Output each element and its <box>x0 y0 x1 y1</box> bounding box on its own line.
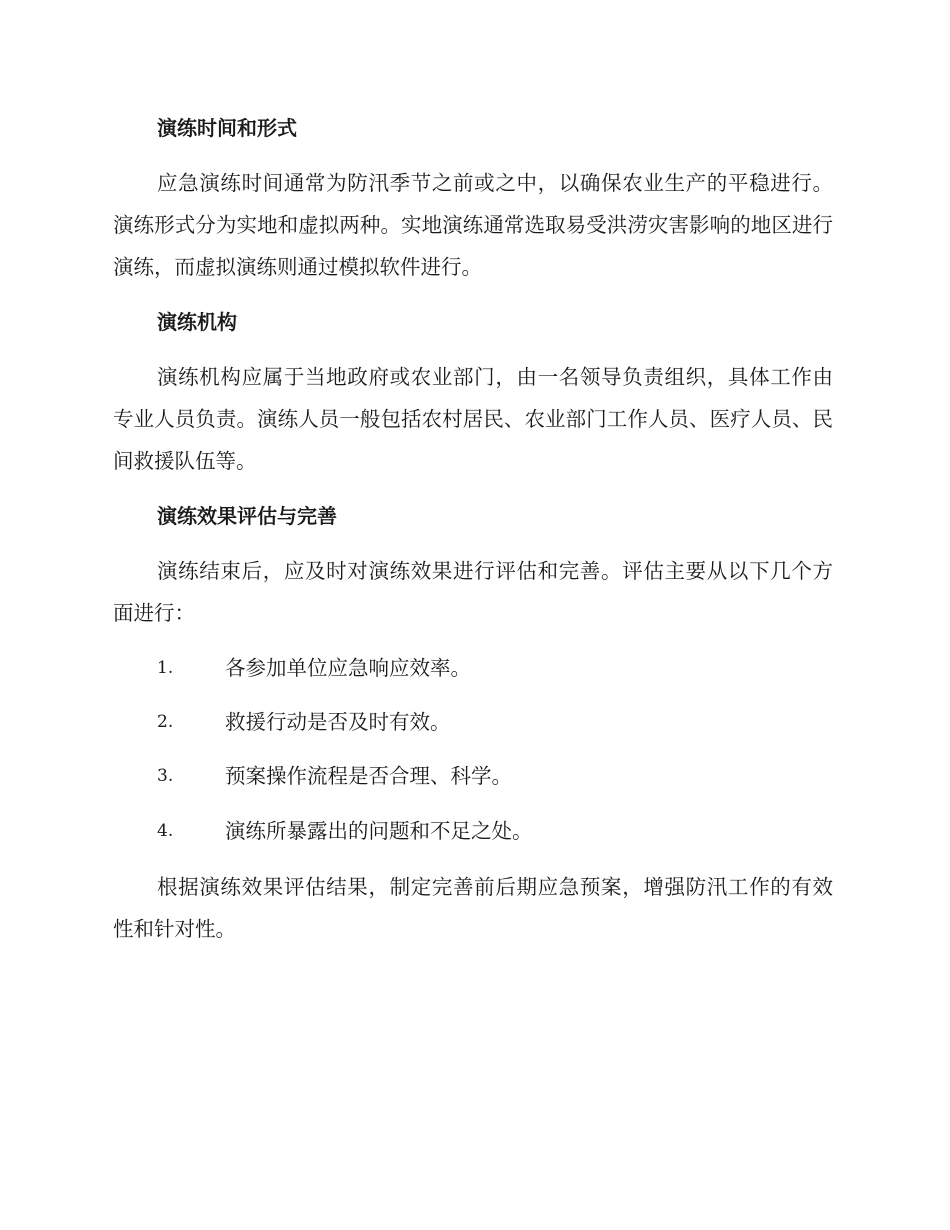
list-item-number: 1. <box>157 658 174 678</box>
section-heading-evaluation: 演练效果评估与完善 <box>157 504 337 528</box>
paragraph-evaluation-intro: 演练结束后，应及时对演练效果进行评估和完善。评估主要从以下几个方面进行： <box>113 559 833 625</box>
list-item-text: 救援行动是否及时有效。 <box>225 710 451 734</box>
section-heading-drill-organization: 演练机构 <box>157 310 237 334</box>
section-heading-drill-time-and-form: 演练时间和形式 <box>157 116 297 140</box>
list-item-text: 预案操作流程是否合理、科学。 <box>225 764 512 788</box>
paragraph-drill-time-and-form: 应急演练时间通常为防汛季节之前或之中，以确保农业生产的平稳进行。演练形式分为实地和虚拟两种。实地演练通常选取易受洪涝灾害影响的地区进行演练，而虚拟演练则通过模拟软件进行。 <box>113 171 833 279</box>
list-item-number: 2. <box>157 712 174 732</box>
list-item-text: 演练所暴露出的问题和不足之处。 <box>225 819 533 843</box>
paragraph-drill-organization: 演练机构应属于当地政府或农业部门，由一名领导负责组织，具体工作由专业人员负责。演练人员一般包括农村居民、农业部门工作人员、医疗人员、民间救援队伍等。 <box>113 365 833 473</box>
list-item-number: 3. <box>157 766 174 786</box>
paragraph-evaluation-closing: 根据演练效果评估结果，制定完善前后期应急预案，增强防汛工作的有效性和针对性。 <box>113 875 833 941</box>
list-item-number: 4. <box>157 821 174 841</box>
list-item-text: 各参加单位应急响应效率。 <box>225 656 471 680</box>
